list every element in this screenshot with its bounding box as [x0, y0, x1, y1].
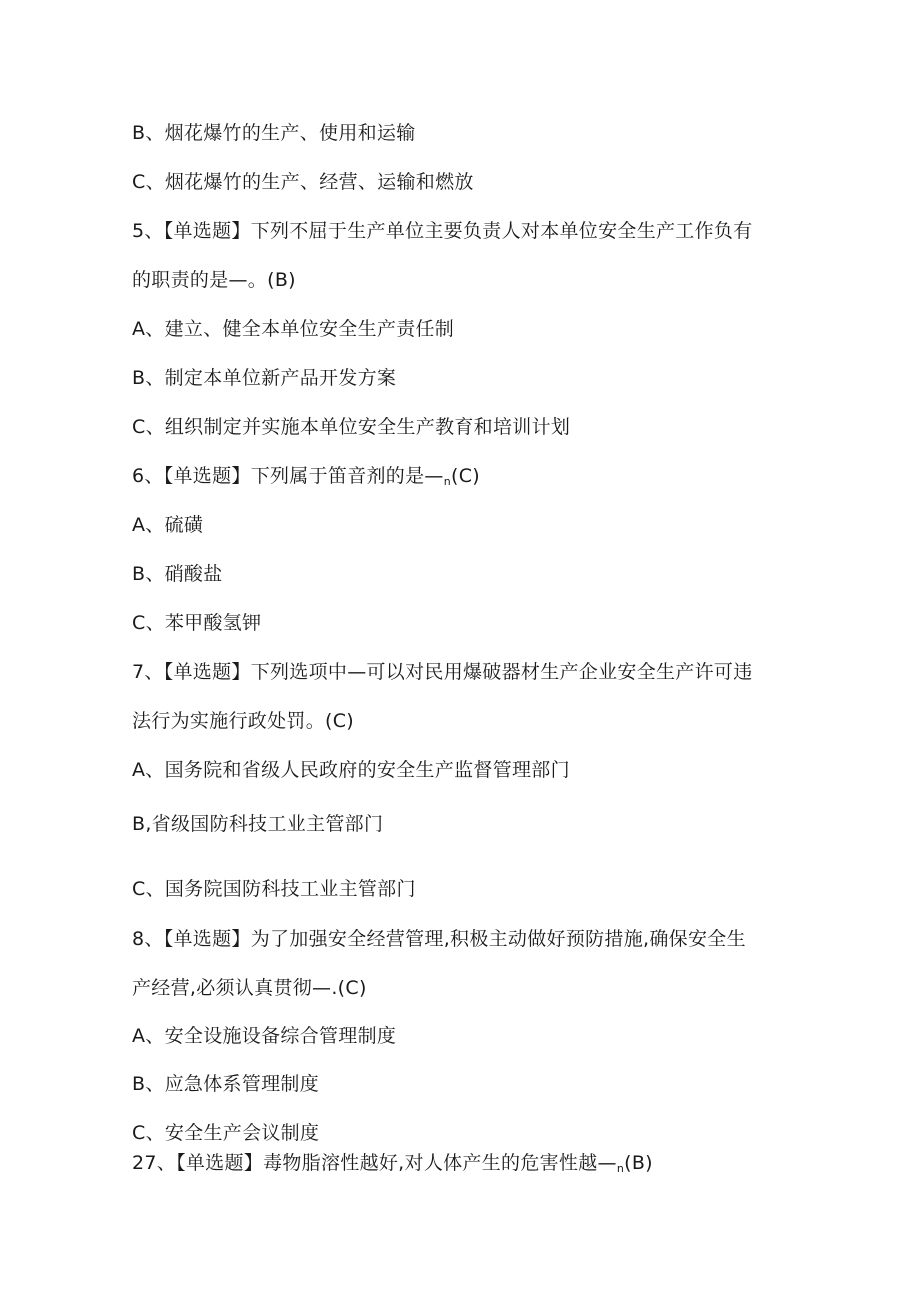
- question-5-line-2: 的职责的是—。(B): [132, 269, 296, 291]
- option-a-q8: A、安全设施设备综合管理制度: [132, 1025, 397, 1047]
- option-c-q5: C、组织制定并实施本单位安全生产教育和培训计划: [132, 416, 571, 438]
- question-27-text: 27、【单选题】毒物脂溶性越好,对人体产生的危害性越—: [132, 1152, 617, 1174]
- question-27-subscript: n: [616, 1162, 625, 1175]
- option-a-q6: A、硫磺: [132, 514, 204, 536]
- question-7-line-2: 法行为实施行政处罚。(C): [132, 710, 354, 732]
- option-b-q8: B、应急体系管理制度: [132, 1073, 320, 1095]
- option-b-q7: B,省级国防科技工业主管部门: [132, 813, 384, 835]
- question-5-line-1: 5、【单选题】下列不屈于生产单位主要负责人对本单位安全生产工作负有: [132, 220, 753, 242]
- question-6: [132, 464, 480, 494]
- option-b-q4: B、烟花爆竹的生产、使用和运输: [132, 122, 416, 144]
- option-c-q8: C、安全生产会议制度: [132, 1122, 320, 1144]
- option-c-q7: C、国务院国防科技工业主管部门: [132, 878, 416, 900]
- question-6-answer: (C): [450, 465, 480, 487]
- question-7-line-1: 7、【单选题】下列选项中—可以对民用爆破器材生产企业安全生产许可违: [132, 661, 753, 683]
- option-b-q6: B、硝酸盐: [132, 563, 223, 585]
- question-6-subscript: n: [443, 475, 451, 488]
- option-b-q5: B、制定本单位新产品开发方案: [132, 367, 397, 389]
- option-a-q7: A、国务院和省级人民政府的安全生产监督管理部门: [132, 759, 570, 781]
- question-8-line-2: 产经营,必须认真贯彻—.(C): [132, 977, 367, 999]
- question-27: [132, 1151, 653, 1181]
- question-27-answer: (B): [624, 1152, 653, 1174]
- option-a-q5: A、建立、健全本单位安全生产责任制: [132, 318, 455, 340]
- question-6-text: 6、【单选题】下列属于笛音剂的是—: [132, 465, 444, 487]
- question-8-line-1: 8、【单选题】为了加强安全经营管理,积极主动做好预防措施,确保安全生: [132, 928, 746, 950]
- option-c-q6: C、苯甲酸氢钾: [132, 612, 262, 634]
- option-c-q4: C、烟花爆竹的生产、经营、运输和燃放: [132, 171, 474, 193]
